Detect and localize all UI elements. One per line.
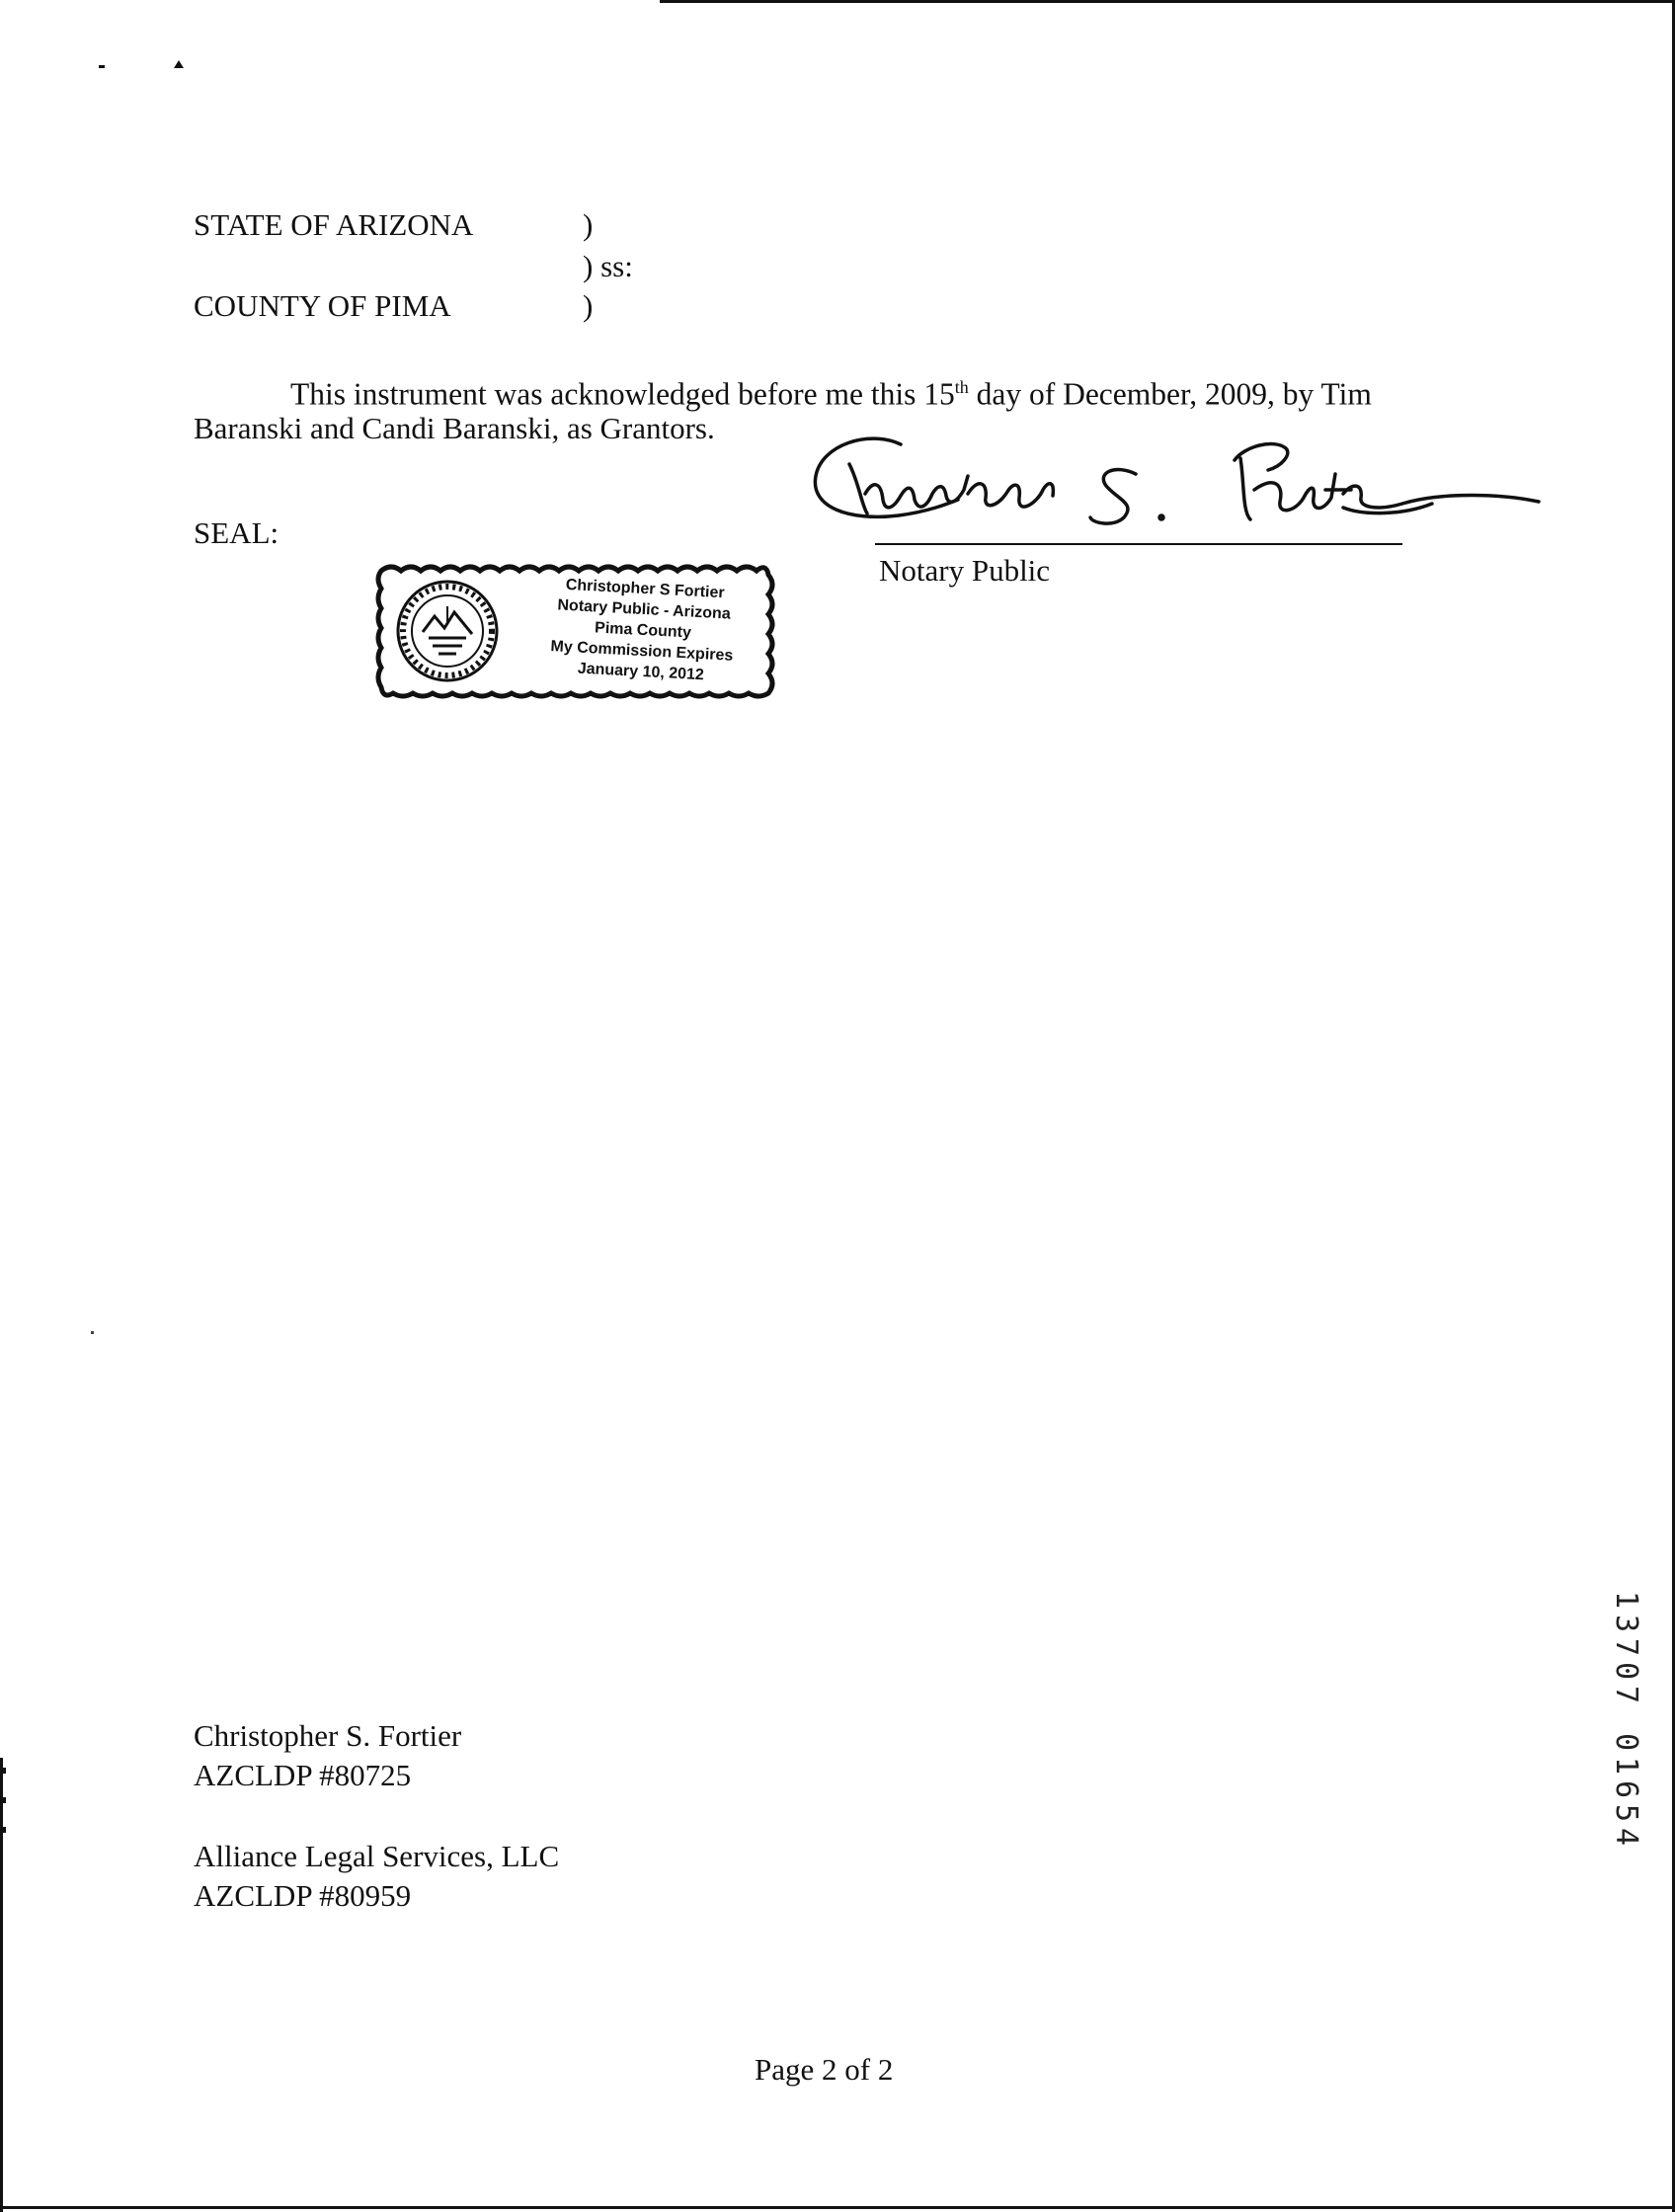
scan-speck	[91, 1331, 94, 1334]
stamp-line-name: Christopher S Fortier	[565, 576, 725, 602]
notary-stamp	[371, 559, 778, 703]
notary-signature	[810, 425, 1541, 543]
preparer-company-license: AZCLDP #80959	[194, 1878, 412, 1913]
signature-line	[875, 543, 1402, 545]
preparer-name-license: AZCLDP #80725	[194, 1758, 412, 1792]
recording-digit: 7	[1609, 1637, 1643, 1657]
seal-label: SEAL:	[194, 515, 279, 550]
venue-paren-bottom: )	[583, 288, 594, 323]
scan-speck	[99, 65, 105, 68]
page-number: Page 2 of 2	[755, 2052, 894, 2087]
recording-digit: 1	[1609, 1756, 1643, 1776]
arizona-state-seal-icon	[393, 577, 502, 685]
stamp-line-title: Notary Public - Arizona	[557, 596, 732, 623]
acknowledgment-line-2: Baranski and Candi Baranski, as Grantors.	[194, 411, 715, 445]
recording-digit: 7	[1609, 1685, 1643, 1704]
stamp-line-county: Pima County	[594, 619, 692, 642]
left-border-line	[0, 1758, 3, 2212]
recording-digit: 0	[1609, 1732, 1643, 1752]
edge-mark	[0, 1797, 6, 1803]
bottom-border-line	[0, 2206, 1675, 2209]
acknowledgment-line-1: This instrument was acknowledged before me this 15th day of December, 2009, by Tim	[290, 376, 1372, 412]
edge-mark	[0, 1827, 6, 1833]
scan-speck	[174, 60, 184, 68]
notary-title: Notary Public	[879, 553, 1051, 588]
preparer-company: Alliance Legal Services, LLC	[194, 1839, 560, 1873]
recording-digit: 1	[1609, 1590, 1643, 1610]
preparer-name: Christopher S. Fortier	[194, 1718, 462, 1753]
venue-county: COUNTY OF PIMA	[194, 288, 451, 323]
recording-digit: 3	[1609, 1614, 1643, 1633]
stamp-text	[517, 573, 768, 689]
recording-digit: 4	[1609, 1827, 1643, 1847]
venue-ss: ) ss:	[583, 249, 633, 283]
recording-digit: 0	[1609, 1661, 1643, 1681]
stamp-line-commission: My Commission Expires	[550, 638, 734, 665]
top-border-line	[660, 0, 1675, 3]
recording-digit: 5	[1609, 1803, 1643, 1823]
recording-digit: 6	[1609, 1779, 1643, 1799]
venue-state: STATE OF ARIZONA	[194, 207, 474, 242]
stamp-line-expiry: January 10, 2012	[577, 660, 705, 684]
venue-paren-top: )	[583, 207, 594, 242]
edge-mark	[0, 1768, 6, 1774]
recording-number	[1606, 1588, 1645, 1849]
